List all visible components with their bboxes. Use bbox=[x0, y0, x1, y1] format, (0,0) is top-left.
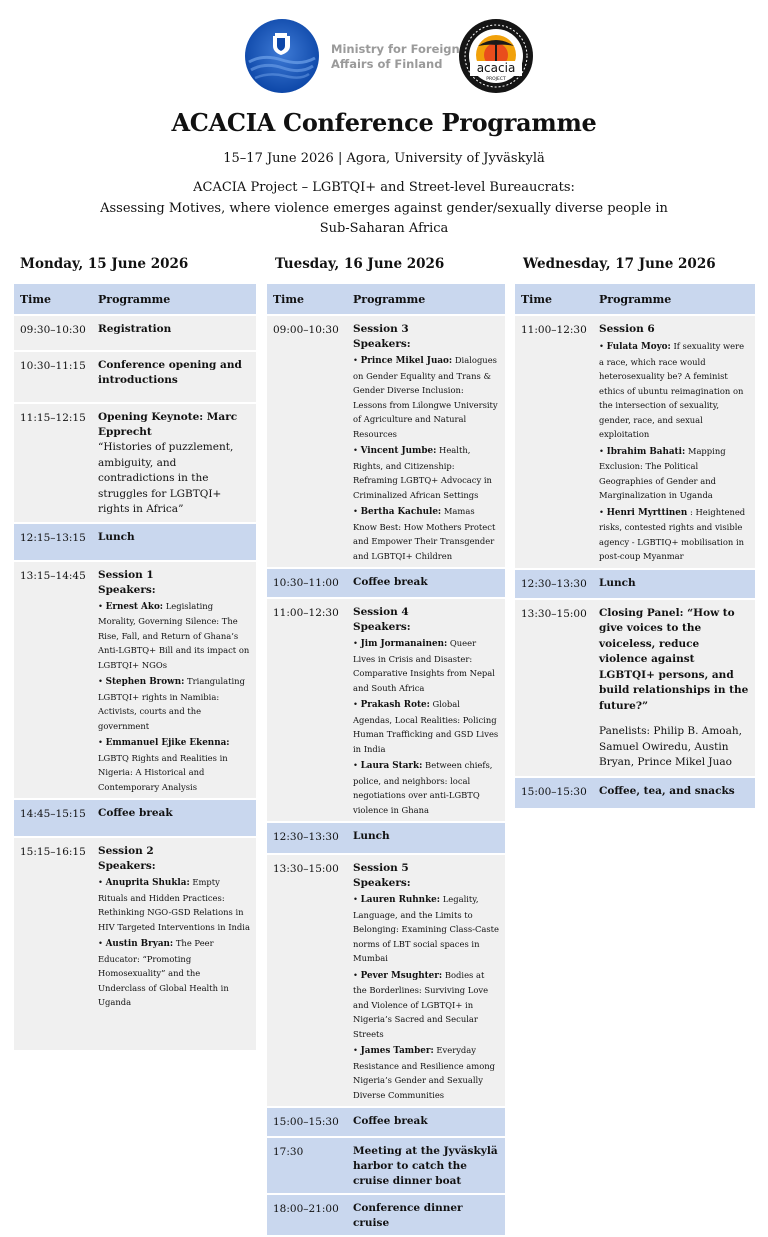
row-programme bbox=[92, 562, 256, 801]
closing-panel-title: Closing Panel: “How to give voices to the voiceless, reduce violence against LGBTQI+ persons, and build relationships in the future?” bbox=[599, 606, 749, 712]
speaker-name: Ernest Ako: bbox=[105, 601, 164, 612]
speaker-name: James Tamber: bbox=[360, 1046, 434, 1056]
row-title: Opening Keynote: Marc Epprecht bbox=[98, 411, 238, 438]
table-row bbox=[267, 1195, 505, 1237]
panelists: Panelists: Philip B. Amoah, Samuel Owiredu, Austin Bryan, Prince Mikel Juao bbox=[599, 725, 742, 768]
talk-item: • Stephen Brown: Triangulating LGBTQI+ rights in Namibia: Activists, courts and the government bbox=[98, 676, 245, 731]
acacia-project-logo bbox=[458, 18, 534, 94]
row-time: 15:00–15:30 bbox=[267, 1108, 347, 1138]
row-programme bbox=[347, 599, 505, 823]
row-title: Lunch bbox=[98, 530, 135, 543]
speaker-name: Bertha Kachule: bbox=[360, 507, 442, 517]
table-row bbox=[14, 404, 256, 524]
row-time: 18:00–21:00 bbox=[267, 1195, 347, 1237]
row-title: Session 1 bbox=[98, 568, 154, 581]
speaker-name: Emmanuel Ejike Ekenna: bbox=[105, 738, 230, 748]
talk-item: • Henri Myrttinen : Heightened risks, contested rights and visible agency - LGBTIQ+ mobilisation in post-coup Myanmar bbox=[599, 506, 746, 561]
talk-item: • Ernest Ako: Legislating Morality, Governing Silence: The Rise, Fall, and Return of Ghana’s Anti-LGBTQ+ Bill and its impact on LGBTQI+ NGOs bbox=[98, 600, 250, 670]
speaker-name: Laura Stark: bbox=[360, 761, 423, 771]
row-title: Conference dinner cruise bbox=[353, 1202, 463, 1229]
speaker-name: Jim Jormanainen: bbox=[360, 639, 448, 649]
row-programme bbox=[92, 404, 256, 524]
table-row bbox=[515, 316, 755, 570]
table-row bbox=[267, 599, 505, 823]
table-row bbox=[14, 838, 256, 1052]
talk-title: Legislating Morality, Governing Silence: The Rise, Fall, and Return of Ghana’s Anti-LGBTQ+ Bill and its impact on LGBTQI+ NGOs bbox=[98, 600, 250, 670]
time-header: Time bbox=[515, 284, 593, 316]
talk-title: Bodies at the Borderlines: Surviving Love and Violence of LGBTQI+ in Nigeria’s Sacred and Secular Streets bbox=[353, 969, 489, 1039]
speaker-name: Prakash Rote: bbox=[360, 700, 430, 710]
row-programme bbox=[347, 569, 505, 599]
talk-title: Health, Rights, and Citizenship: Reframing LGBTQ+ Advocacy in Criminalized African Settings bbox=[353, 445, 492, 500]
talk-item: • Prince Mikel Juao: Dialogues on Gender Equality and Trans & Gender Diverse Inclusion: Lessons from Lilongwe University of Agriculture and Natural Resources bbox=[353, 355, 498, 439]
programme-header: Programme bbox=[593, 284, 755, 316]
talk-item: • Anuprita Shukla: Empty Rituals and Hidden Practices: Rethinking NGO-GSD Relations in HIV Targeted Interventions in India bbox=[98, 877, 250, 932]
talk-item: • Ibrahim Bahati: Mapping Exclusion: The Political Geographies of Gender and Marginalization in Uganda bbox=[599, 445, 726, 500]
wednesday-heading: Wednesday, 17 June 2026 bbox=[523, 256, 716, 272]
table-row bbox=[267, 855, 505, 1108]
row-time: 13:30–15:00 bbox=[267, 855, 347, 1108]
row-title: Lunch bbox=[353, 830, 390, 842]
row-programme bbox=[593, 316, 755, 570]
talk-title: Dialogues on Gender Equality and Trans & Gender Diverse Inclusion: Lessons from Lilongwe University of Agriculture and Natural Resources bbox=[353, 355, 498, 439]
row-time: 12:30–13:30 bbox=[515, 570, 593, 600]
speakers-label: Speakers: bbox=[353, 338, 411, 350]
row-title: Conference opening and introductions bbox=[98, 359, 242, 386]
row-time: 09:30–10:30 bbox=[14, 316, 92, 352]
row-time: 12:30–13:30 bbox=[267, 823, 347, 855]
finland-ministry-emblem bbox=[243, 18, 321, 94]
talk-title: Everyday Resistance and Resilience among Nigeria’s Gender and Sexually Diverse Communities bbox=[353, 1045, 495, 1100]
tuesday-schedule-table bbox=[267, 284, 505, 1237]
talk-title: Mamas Know Best: How Mothers Protect and Empower Their Transgender and LGBTQI+ Children bbox=[353, 506, 496, 561]
table-row bbox=[267, 1108, 505, 1138]
speaker-name: Lauren Ruhnke: bbox=[360, 895, 441, 905]
talk-title: Legality, Language, and the Limits to Belonging: Examining Class-Caste norms of LBT social spaces in Mumbai bbox=[353, 894, 499, 963]
talk-title: If sexuality were a race, which race would heterosexuality be? A feminist ethics of ubuntu reimagination on the intersection of sexuality, gender, race, and sexual exploitation bbox=[599, 341, 745, 439]
talk-item: • James Tamber: Everyday Resistance and Resilience among Nigeria’s Gender and Sexually Diverse Communities bbox=[353, 1045, 495, 1100]
row-time: 10:30–11:00 bbox=[267, 569, 347, 599]
row-programme bbox=[347, 1195, 505, 1237]
project-line-1: ACACIA Project – LGBTQI+ and Street-level Bureaucrats: bbox=[193, 180, 575, 195]
speakers-label: Speakers: bbox=[353, 621, 411, 633]
row-time: 11:00–12:30 bbox=[515, 316, 593, 570]
row-title: Coffee break bbox=[98, 807, 173, 819]
row-programme bbox=[92, 524, 256, 562]
row-programme bbox=[347, 1138, 505, 1195]
tuesday-heading: Tuesday, 16 June 2026 bbox=[275, 256, 445, 272]
talk-item: • Fulata Moyo: If sexuality were a race, which race would heterosexuality be? A feminist ethics of ubuntu reimagination on the intersection of sexuality, gender, race, and sexual exploitation bbox=[599, 341, 745, 439]
talk-title: The Peer Educator: “Promoting Homosexuality” and the Underclass of Global Health in Uganda bbox=[98, 938, 229, 1007]
row-title: Session 4 bbox=[353, 606, 409, 618]
speaker-name: Fulata Moyo: bbox=[606, 342, 671, 352]
talk-title: Between chiefs, police, and neighbors: local negotiations over anti-LGBTQ violence in Ghana bbox=[353, 760, 493, 815]
talk-title: Global Agendas, Local Realities: Policing Human Trafficking and GSD Lives in India bbox=[353, 699, 499, 754]
speakers-label: Speakers: bbox=[353, 877, 411, 889]
time-header: Time bbox=[267, 284, 347, 316]
table-row bbox=[14, 352, 256, 404]
row-time: 12:15–13:15 bbox=[14, 524, 92, 562]
talk-title: Mapping Exclusion: The Political Geographies of Gender and Marginalization in Uganda bbox=[599, 445, 726, 500]
row-title: Session 6 bbox=[599, 323, 655, 335]
row-title: Coffee break bbox=[353, 1115, 428, 1127]
speakers-label: Speakers: bbox=[98, 583, 156, 596]
row-title: Lunch bbox=[599, 576, 636, 589]
table-row bbox=[515, 600, 755, 778]
row-title: Session 3 bbox=[353, 323, 409, 335]
speaker-name: Stephen Brown: bbox=[105, 677, 185, 687]
row-programme bbox=[347, 316, 505, 569]
logo-bar bbox=[0, 18, 768, 98]
project-line-3: Sub-Saharan Africa bbox=[319, 221, 449, 236]
table-row bbox=[14, 562, 256, 801]
table-header-row bbox=[14, 284, 256, 316]
row-programme bbox=[347, 1108, 505, 1138]
talk-item: • Laura Stark: Between chiefs, police, and neighbors: local negotiations over anti-LGBTQ violence in Ghana bbox=[353, 760, 493, 815]
talk-title: : Heightened risks, contested rights and visible agency - LGBTIQ+ mobilisation in post-coup Myanmar bbox=[599, 506, 746, 561]
row-title: Registration bbox=[98, 323, 172, 335]
wednesday-schedule-table bbox=[515, 284, 755, 810]
row-time: 10:30–11:15 bbox=[14, 352, 92, 404]
speaker-name: Pever Msughter: bbox=[360, 970, 443, 981]
speaker-name: Anuprita Shukla: bbox=[105, 878, 190, 888]
row-programme bbox=[92, 316, 256, 352]
talk-item: • Emmanuel Ejike Ekenna: LGBTQ Rights and Realities in Nigeria: A Historical and Contemporary Analysis bbox=[98, 737, 230, 792]
row-programme bbox=[593, 570, 755, 600]
table-row bbox=[14, 524, 256, 562]
row-time: 15:00–15:30 bbox=[515, 778, 593, 810]
monday-column bbox=[14, 252, 256, 1052]
table-row bbox=[515, 778, 755, 810]
project-description bbox=[100, 178, 668, 240]
wednesday-column bbox=[515, 252, 755, 810]
talk-item: • Lauren Ruhnke: Legality, Language, and the Limits to Belonging: Examining Class-Caste norms of LBT social spaces in Mumbai bbox=[353, 894, 499, 963]
row-time: 15:15–16:15 bbox=[14, 838, 92, 1052]
row-time: 13:30–15:00 bbox=[515, 600, 593, 778]
talk-item: • Prakash Rote: Global Agendas, Local Realities: Policing Human Trafficking and GSD Lives in India bbox=[353, 699, 499, 754]
speaker-name: Ibrahim Bahati: bbox=[606, 446, 686, 457]
table-row bbox=[267, 569, 505, 599]
acacia-logo-word: acacia bbox=[476, 61, 516, 75]
talk-title: Triangulating LGBTQI+ rights in Namibia: Activists, courts and the government bbox=[98, 676, 245, 731]
row-title: Coffee break bbox=[353, 576, 428, 588]
row-programme bbox=[347, 823, 505, 855]
table-row bbox=[515, 570, 755, 600]
row-programme bbox=[593, 600, 755, 778]
table-row bbox=[267, 1138, 505, 1195]
table-header-row bbox=[515, 284, 755, 316]
row-time: 09:00–10:30 bbox=[267, 316, 347, 569]
project-line-2: Assessing Motives, where violence emerges against gender/sexually diverse people in bbox=[100, 200, 668, 216]
talk-title: LGBTQ Rights and Realities in Nigeria: A Historical and Contemporary Analysis bbox=[98, 752, 228, 792]
row-time: 14:45–15:15 bbox=[14, 800, 92, 838]
keynote-text: “Histories of puzzlement, ambiguity, and contradictions in the struggles for LGBTQI+ rights in Africa” bbox=[98, 441, 234, 515]
table-row bbox=[14, 316, 256, 352]
programme-header: Programme bbox=[92, 284, 256, 316]
monday-heading: Monday, 15 June 2026 bbox=[20, 256, 189, 272]
row-title: Session 5 bbox=[353, 862, 409, 874]
row-programme bbox=[92, 838, 256, 1052]
row-programme bbox=[92, 352, 256, 404]
row-programme bbox=[593, 778, 755, 810]
table-row bbox=[267, 823, 505, 855]
row-time: 13:15–14:45 bbox=[14, 562, 92, 801]
speakers-label: Speakers: bbox=[98, 860, 156, 872]
table-row bbox=[267, 316, 505, 569]
tuesday-column bbox=[267, 252, 505, 1237]
table-row bbox=[14, 800, 256, 838]
time-header: Time bbox=[14, 284, 92, 316]
row-title: Session 2 bbox=[98, 845, 154, 857]
table-header-row bbox=[267, 284, 505, 316]
speaker-name: Austin Bryan: bbox=[105, 939, 174, 949]
acacia-logo-sub: PROJECT bbox=[486, 77, 506, 82]
speaker-name: Prince Mikel Juao: bbox=[360, 356, 453, 366]
programme-header: Programme bbox=[347, 284, 505, 316]
page-subtitle: 15–17 June 2026 | Agora, University of Jyväskylä bbox=[223, 151, 545, 166]
monday-schedule-table bbox=[14, 284, 256, 1052]
talk-item: • Jim Jormanainen: Queer Lives in Crisis and Disaster: Comparative Insights from Nepal and South Africa bbox=[353, 638, 495, 693]
ministry-name bbox=[331, 42, 461, 72]
row-title: Coffee, tea, and snacks bbox=[599, 784, 735, 797]
ministry-line-1: Ministry for Foreign bbox=[331, 42, 460, 56]
page-title: ACACIA Conference Programme bbox=[171, 108, 597, 137]
talk-item: • Bertha Kachule: Mamas Know Best: How Mothers Protect and Empower Their Transgender and LGBTQI+ Children bbox=[353, 506, 496, 561]
row-title: Meeting at the Jyväskylä harbor to catch the cruise dinner boat bbox=[353, 1145, 498, 1187]
talk-title: Empty Rituals and Hidden Practices: Rethinking NGO-GSD Relations in HIV Targeted Interventions in India bbox=[98, 877, 250, 932]
row-programme bbox=[347, 855, 505, 1108]
ministry-line-2: Affairs of Finland bbox=[331, 57, 443, 71]
row-time: 11:00–12:30 bbox=[267, 599, 347, 823]
talk-item: • Vincent Jumbe: Health, Rights, and Citizenship: Reframing LGBTQ+ Advocacy in Criminalized African Settings bbox=[353, 445, 492, 500]
row-programme bbox=[92, 800, 256, 838]
talk-item: • Austin Bryan: The Peer Educator: “Promoting Homosexuality” and the Underclass of Global Health in Uganda bbox=[98, 938, 229, 1007]
talk-item: • Pever Msughter: Bodies at the Borderlines: Surviving Love and Violence of LGBTQI+ in Nigeria’s Sacred and Secular Streets bbox=[353, 969, 489, 1039]
speaker-name: Henri Myrttinen bbox=[606, 507, 688, 518]
speaker-name: Vincent Jumbe: bbox=[360, 446, 437, 456]
row-time: 17:30 bbox=[267, 1138, 347, 1195]
talk-title: Queer Lives in Crisis and Disaster: Comparative Insights from Nepal and South Africa bbox=[353, 638, 495, 693]
row-time: 11:15–12:15 bbox=[14, 404, 92, 524]
